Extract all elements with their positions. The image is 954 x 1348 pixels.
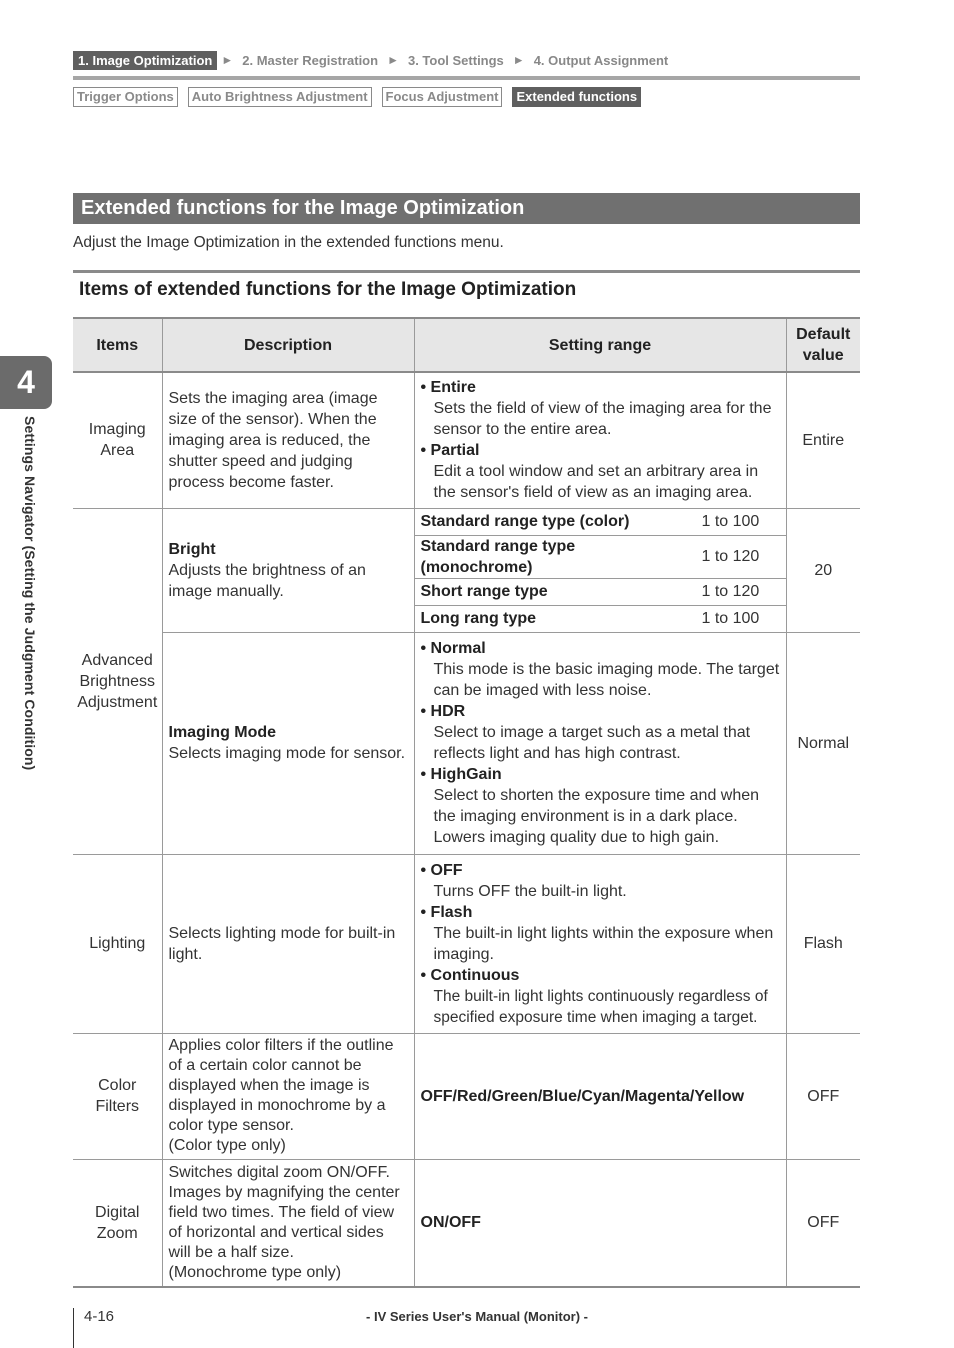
table-header-row [73,318,860,372]
option-text: Select to shorten the exposure time and when the imaging environment is in a dark place. Lowers imaging quality due to high gain. [433,787,760,846]
range-row [415,605,786,632]
table-row-color-filters [73,1033,860,1159]
option-name: • Flash [421,902,780,923]
option-name: • Normal [421,638,780,659]
description-text: Applies color filters if the outline of a certain color cannot be displayed when the image is displayed in monochrome by a color type sensor. [168,1037,394,1134]
range-value: 1 to 120 [696,578,786,605]
option-text: Select to image a target such as a metal that reflects light and has high contrast. [433,724,751,762]
subtab-bar [73,87,651,107]
table-row-digital-zoom [73,1159,860,1287]
default-cell: OFF [786,1033,860,1159]
description-note: (Color type only) [168,1137,286,1154]
subsection-divider [73,270,860,273]
header-items: Items [73,318,162,372]
header-default-line1: Default [796,326,851,343]
range-row [415,535,786,578]
range-cell: OFF/Red/Green/Blue/Cyan/Magenta/Yellow [414,1033,786,1159]
option-text: Edit a tool window and set an arbitrary area in the sensor's field of view as an imaging area. [433,463,759,502]
range-subtable [415,509,786,632]
header-setting-range: Setting range [414,318,786,372]
description-note: (Monochrome type only) [168,1263,342,1281]
range-cell: ON/OFF [414,1159,786,1287]
breadcrumb-step-image-optimization: 1. Image Optimization [73,51,217,70]
item-cell [73,508,162,854]
arrow-right-icon: ► [512,53,525,67]
item-label: Zoom [96,1224,138,1242]
option-text: The built-in light lights within the exposure when imaging. [433,924,774,963]
subtab-focus-adjustment: Focus Adjustment [382,87,503,107]
item-cell: Lighting [73,854,162,1033]
item-label: Adjustment [77,693,158,711]
option-text: Turns OFF the built-in light. [433,882,627,900]
item-label: Brightness [79,672,156,690]
range-value: 1 to 120 [696,535,786,578]
breadcrumb-step-output-assignment: 4. Output Assignment [533,52,669,68]
item-label: Imaging [88,421,146,439]
range-type: Standard range type (monochrome) [415,535,696,578]
option-name: • Entire [421,377,780,398]
item-cell [73,372,162,508]
option-name: • OFF [421,860,780,881]
chapter-vertical-label: Settings Navigator (Setting the Judgment Condition) [22,416,38,771]
item-label: Advanced [81,651,153,669]
option-name: • Continuous [421,965,780,986]
description-title: Imaging Mode [168,724,277,741]
range-cell [414,372,786,508]
table-row-imaging-mode [73,632,860,854]
subtab-trigger-options: Trigger Options [73,87,178,107]
description-text: Switches digital zoom ON/OFF. Images by magnifying the center field two times. The field of view of horizontal and vertical sides will be a half size. [168,1163,400,1261]
option-text: Sets the field of view of the imaging area for the sensor to the entire area. [433,400,772,439]
manual-title: - IV Series User's Manual (Monitor) - [366,1309,588,1324]
default-cell: OFF [786,1159,860,1287]
range-cell [414,854,786,1033]
table-row-imaging-area [73,372,860,508]
header-default-value [786,318,860,372]
description-cell: Selects lighting mode for built-in light. [162,854,414,1033]
description-title: Bright [168,540,216,558]
option-text: The built-in light lights continuously regardless of specified exposure time when imaging a target. [433,987,768,1026]
range-value: 1 to 100 [696,509,786,536]
range-cell [414,508,786,632]
subtab-extended-functions: Extended functions [512,87,641,107]
settings-table [73,317,860,1288]
breadcrumb-divider [73,76,860,80]
range-value: 1 to 100 [701,610,760,627]
breadcrumb-step-master-registration: 2. Master Registration [242,52,379,68]
item-label: Area [100,442,135,460]
default-cell: Entire [786,372,860,508]
option-text: This mode is the basic imaging mode. The target can be imaged with less noise. [433,661,780,699]
option-name: • HDR [421,701,780,722]
header-default-line2: value [802,347,844,364]
option-name: • Partial [421,440,780,461]
section-title: Extended functions for the Image Optimization [73,193,860,224]
subsection-title: Items of extended functions for the Image Optimization [79,279,577,300]
breadcrumb [73,50,673,70]
arrow-right-icon: ► [221,53,234,67]
description-cell [162,1033,414,1159]
range-row [415,509,786,536]
description-text: Adjusts the brightness of an image manually. [168,561,366,600]
range-cell [414,632,786,854]
default-cell: Normal [786,632,860,854]
item-label: Filters [95,1098,140,1115]
table-row-bright [73,508,860,632]
item-label: Digital [95,1203,140,1221]
range-type: Long rang type [420,610,537,627]
header-description: Description [162,318,414,372]
description-cell [162,1159,414,1287]
option-name: • HighGain [421,764,780,785]
default-cell: Flash [786,854,860,1033]
chapter-tab: 4 [0,356,52,409]
item-cell [73,1033,162,1159]
subtab-auto-brightness: Auto Brightness Adjustment [188,87,372,107]
default-cell: 20 [786,508,860,632]
range-type: Standard range type (color) [415,509,696,536]
description-cell [162,632,414,854]
description-cell: Sets the imaging area (image size of the sensor). When the imaging area is reduced, the shutter speed and judging process become faster. [162,372,414,508]
section-intro: Adjust the Image Optimization in the extended functions menu. [73,234,504,251]
item-label: Color [98,1077,137,1094]
item-cell [73,1159,162,1287]
range-row [415,578,786,605]
arrow-right-icon: ► [387,53,399,67]
range-type: Short range type [415,578,696,605]
page-number: 4-16 [84,1308,115,1325]
description-cell [162,508,414,632]
description-text: Selects imaging mode for sensor. [168,745,406,762]
table-row-lighting [73,854,860,1033]
breadcrumb-step-tool-settings: 3. Tool Settings [407,52,504,68]
